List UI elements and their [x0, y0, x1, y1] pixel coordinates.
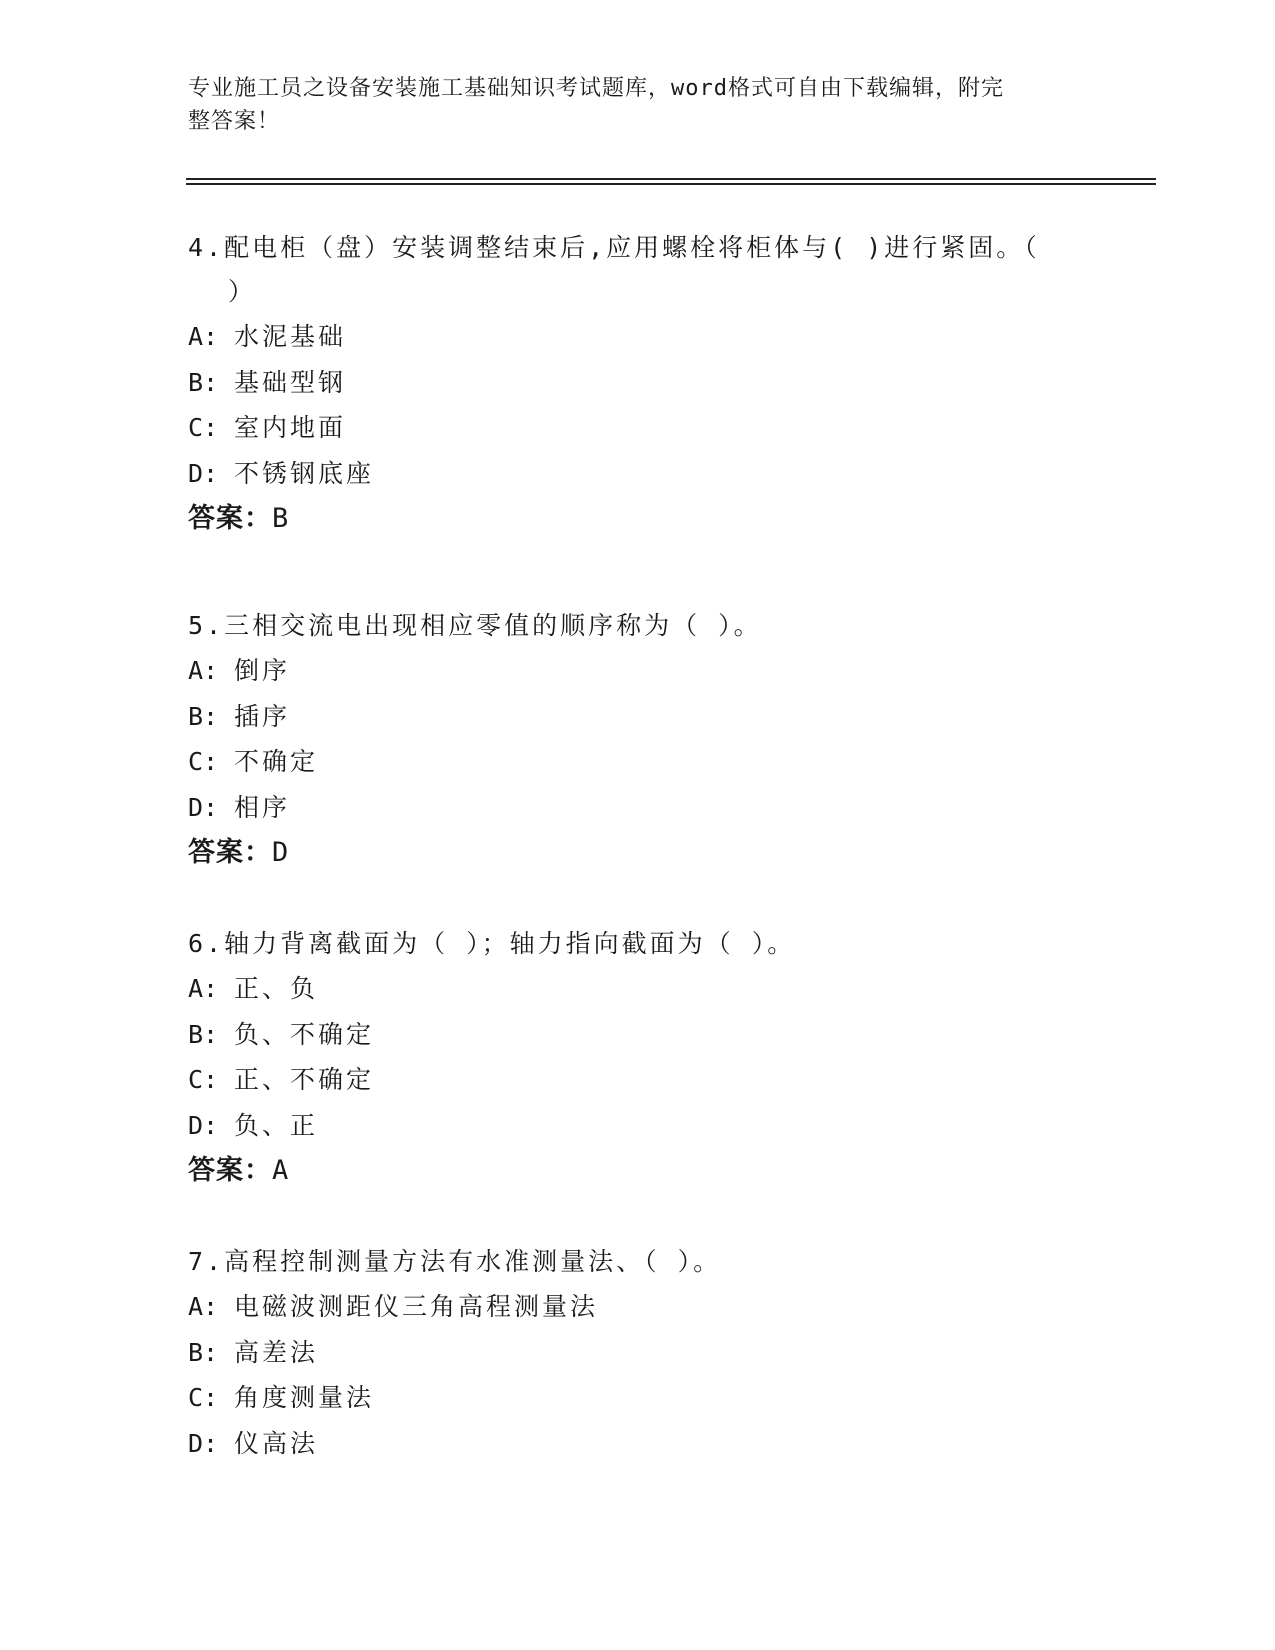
answer-label: 答案：: [188, 837, 272, 868]
option-letter: A:: [188, 974, 219, 1003]
option-text: 水泥基础: [234, 322, 347, 351]
question-stem: [188, 1240, 1088, 1284]
question-stem-line-1: 4.配电柜（盘）安装调整结束后,应用螺栓将柜体与( )进行紧固。（: [188, 233, 1040, 262]
option-b: [188, 360, 1088, 406]
option-d: [188, 1103, 1088, 1149]
option-a: [188, 648, 1088, 694]
question-stem: [188, 922, 1088, 966]
option-d: [188, 1421, 1088, 1467]
option-letter: C:: [188, 1383, 219, 1412]
question-stem: [188, 226, 1088, 314]
option-letter: D:: [188, 1110, 219, 1140]
option-a: [188, 314, 1088, 360]
question-stem-line-1: 7.高程控制测量方法有水准测量法、（ ）。: [188, 1247, 722, 1276]
option-letter: D:: [188, 458, 219, 488]
option-c: [188, 1375, 1088, 1421]
option-text: 倒序: [234, 656, 291, 685]
option-text: 基础型钢: [234, 367, 347, 397]
option-text: 不确定: [234, 747, 319, 776]
question-stem: [188, 604, 1088, 648]
option-letter: A:: [188, 322, 219, 351]
option-d: [188, 451, 1088, 497]
option-letter: B:: [188, 1019, 219, 1049]
question-4: [188, 226, 1088, 542]
answer-line: [188, 830, 1088, 876]
answer-label: 答案：: [188, 503, 272, 534]
option-a: [188, 1284, 1088, 1330]
option-letter: B:: [188, 367, 219, 397]
option-text: 高差法: [234, 1337, 319, 1367]
option-letter: D:: [188, 1428, 219, 1458]
option-text: 插序: [234, 701, 291, 731]
option-letter: B:: [188, 701, 219, 731]
option-text: 正、不确定: [234, 1065, 375, 1094]
option-text: 不锈钢底座: [234, 458, 375, 488]
header-line-2: 整答案！: [188, 109, 281, 134]
option-b: [188, 1012, 1088, 1058]
question-stem-line-2: ）: [228, 277, 257, 306]
option-letter: D:: [188, 792, 219, 822]
option-c: [188, 739, 1088, 785]
option-text: 负、不确定: [234, 1019, 375, 1049]
option-text: 室内地面: [234, 413, 347, 442]
answer-value: D: [272, 837, 290, 868]
answer-line: [188, 496, 1088, 542]
option-d: [188, 785, 1088, 831]
option-letter: C:: [188, 413, 219, 442]
answer-value: B: [272, 503, 290, 534]
header-divider-bottom: [186, 183, 1156, 185]
option-letter: C:: [188, 747, 219, 776]
question-7: [188, 1240, 1088, 1466]
answer-label: 答案：: [188, 1155, 272, 1186]
option-text: 正、负: [234, 974, 319, 1003]
answer-value: A: [272, 1155, 290, 1186]
option-text: 角度测量法: [234, 1383, 375, 1412]
option-text: 仪高法: [234, 1428, 319, 1458]
option-letter: C:: [188, 1065, 219, 1094]
option-c: [188, 1057, 1088, 1103]
option-letter: A:: [188, 1292, 219, 1321]
question-5: [188, 604, 1088, 876]
question-stem-line-1: 6.轴力背离截面为（ ）；轴力指向截面为（ ）。: [188, 929, 796, 958]
option-letter: B:: [188, 1337, 219, 1367]
question-6: [188, 922, 1088, 1194]
option-b: [188, 1330, 1088, 1376]
header-line-1: 专业施工员之设备安装施工基础知识考试题库，word格式可自由下载编辑，附完: [188, 76, 1004, 101]
option-c: [188, 405, 1088, 451]
option-b: [188, 694, 1088, 740]
option-a: [188, 966, 1088, 1012]
option-text: 负、正: [234, 1110, 319, 1140]
option-text: 电磁波测距仪三角高程测量法: [234, 1292, 599, 1321]
answer-line: [188, 1148, 1088, 1194]
header-divider-top: [186, 178, 1156, 180]
option-letter: A:: [188, 656, 219, 685]
option-text: 相序: [234, 792, 291, 822]
document-header: [188, 72, 1068, 138]
question-stem-line-1: 5.三相交流电出现相应零值的顺序称为（ ）。: [188, 611, 762, 640]
